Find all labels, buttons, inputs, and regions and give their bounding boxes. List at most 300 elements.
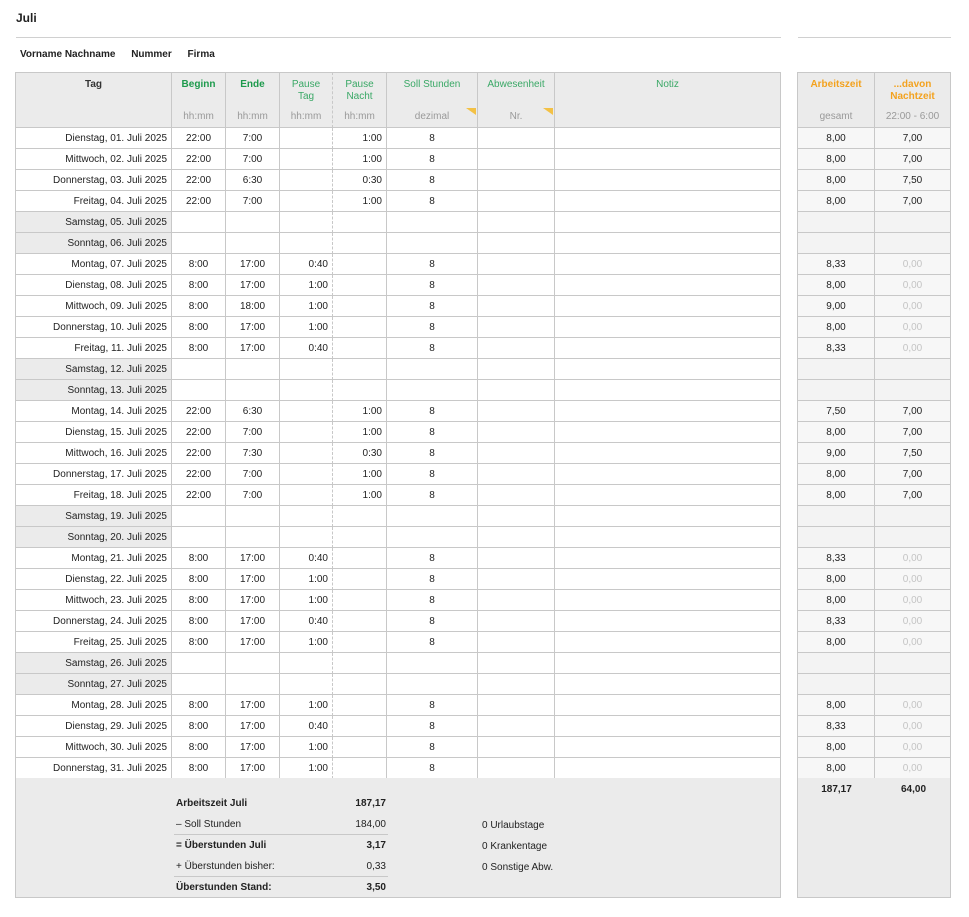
cell-ende[interactable]: 17:00	[226, 317, 280, 338]
cell-abwesenheit[interactable]	[478, 338, 555, 359]
cell-arbeitszeit	[797, 506, 875, 527]
summary-bisher	[174, 856, 388, 877]
cell-tag[interactable]: Samstag, 05. Juli 2025	[15, 212, 172, 233]
cell-pause-tag[interactable]	[280, 464, 333, 485]
cell-abwesenheit[interactable]	[478, 275, 555, 296]
cell-pause-nacht[interactable]	[333, 695, 387, 716]
cell-notiz[interactable]	[555, 527, 781, 548]
cell-tag[interactable]: Donnerstag, 03. Juli 2025	[15, 170, 172, 191]
cell-abwesenheit[interactable]	[478, 527, 555, 548]
cell-beginn[interactable]: 22:00	[172, 170, 226, 191]
cell-beginn[interactable]	[172, 233, 226, 254]
summary-ueberstunden	[174, 835, 388, 856]
cell-abwesenheit[interactable]	[478, 170, 555, 191]
cell-pause-tag[interactable]	[280, 380, 333, 401]
cell-soll[interactable]: 8	[387, 338, 478, 359]
cell-nachtzeit: 0,00	[875, 632, 951, 653]
cell-nachtzeit: 0,00	[875, 695, 951, 716]
cell-soll[interactable]: 8	[387, 737, 478, 758]
cell-tag[interactable]: Freitag, 11. Juli 2025	[15, 338, 172, 359]
cell-notiz[interactable]	[555, 548, 781, 569]
cell-notiz[interactable]	[555, 338, 781, 359]
cell-ende[interactable]: 17:00	[226, 695, 280, 716]
cell-tag[interactable]: Montag, 21. Juli 2025	[15, 548, 172, 569]
cell-beginn[interactable]: 8:00	[172, 338, 226, 359]
summary-value: 3,17	[366, 840, 386, 851]
cell-abwesenheit[interactable]	[478, 233, 555, 254]
cell-nachtzeit	[875, 212, 951, 233]
cell-beginn[interactable]	[172, 359, 226, 380]
cell-pause-nacht[interactable]	[333, 338, 387, 359]
cell-pause-tag[interactable]: 0:40	[280, 338, 333, 359]
cell-pause-nacht[interactable]	[333, 254, 387, 275]
cell-tag[interactable]: Montag, 14. Juli 2025	[15, 401, 172, 422]
cell-pause-tag[interactable]	[280, 212, 333, 233]
cell-pause-nacht[interactable]: 1:00	[333, 485, 387, 506]
header-arbeitszeit-label: Arbeitszeit	[810, 79, 862, 90]
cell-ende[interactable]: 17:00	[226, 254, 280, 275]
cell-beginn[interactable]: 8:00	[172, 548, 226, 569]
cell-arbeitszeit: 8,00	[797, 737, 875, 758]
cell-tag[interactable]: Donnerstag, 10. Juli 2025	[15, 317, 172, 338]
cell-pause-nacht[interactable]	[333, 233, 387, 254]
cell-abwesenheit[interactable]	[478, 359, 555, 380]
cell-ende[interactable]	[226, 359, 280, 380]
cell-abwesenheit[interactable]	[478, 464, 555, 485]
cell-arbeitszeit: 8,00	[797, 191, 875, 212]
cell-pause-nacht[interactable]	[333, 527, 387, 548]
cell-tag[interactable]: Samstag, 19. Juli 2025	[15, 506, 172, 527]
cell-ende[interactable]	[226, 674, 280, 695]
cell-soll[interactable]: 8	[387, 569, 478, 590]
cell-ende[interactable]: 17:00	[226, 569, 280, 590]
cell-notiz[interactable]	[555, 464, 781, 485]
summary-label: Überstunden Stand:	[176, 882, 272, 893]
cell-soll[interactable]	[387, 380, 478, 401]
cell-tag[interactable]: Dienstag, 15. Juli 2025	[15, 422, 172, 443]
cell-tag[interactable]: Samstag, 26. Juli 2025	[15, 653, 172, 674]
cell-pause-tag[interactable]: 0:40	[280, 548, 333, 569]
cell-soll[interactable]: 8	[387, 191, 478, 212]
cell-tag[interactable]: Sonntag, 06. Juli 2025	[15, 233, 172, 254]
cell-soll[interactable]: 8	[387, 296, 478, 317]
page-title: Juli	[16, 11, 37, 25]
cell-pause-tag[interactable]: 1:00	[280, 317, 333, 338]
cell-abwesenheit[interactable]	[478, 422, 555, 443]
header-tag	[15, 72, 172, 128]
header-abw-label: Abwesenheit	[487, 79, 545, 90]
cell-ende[interactable]	[226, 653, 280, 674]
summary-arbeitszeit	[174, 793, 388, 814]
cell-abwesenheit[interactable]	[478, 506, 555, 527]
cell-abwesenheit[interactable]	[478, 611, 555, 632]
cell-pause-nacht[interactable]	[333, 737, 387, 758]
cell-pause-nacht[interactable]: 1:00	[333, 401, 387, 422]
cell-pause-nacht[interactable]: 1:00	[333, 149, 387, 170]
cell-soll[interactable]	[387, 653, 478, 674]
cell-soll[interactable]: 8	[387, 422, 478, 443]
cell-pause-tag[interactable]: 1:00	[280, 632, 333, 653]
cell-beginn[interactable]: 8:00	[172, 632, 226, 653]
cell-nachtzeit: 0,00	[875, 254, 951, 275]
cell-notiz[interactable]	[555, 233, 781, 254]
cell-beginn[interactable]: 22:00	[172, 191, 226, 212]
cell-tag[interactable]: Dienstag, 08. Juli 2025	[15, 275, 172, 296]
cell-ende[interactable]: 17:00	[226, 737, 280, 758]
cell-pause-nacht[interactable]	[333, 275, 387, 296]
cell-notiz[interactable]	[555, 716, 781, 737]
cell-ende[interactable]: 18:00	[226, 296, 280, 317]
cell-abwesenheit[interactable]	[478, 758, 555, 779]
cell-nachtzeit: 7,00	[875, 191, 951, 212]
cell-pause-nacht[interactable]	[333, 548, 387, 569]
cell-pause-tag[interactable]	[280, 149, 333, 170]
cell-notiz[interactable]	[555, 485, 781, 506]
cell-arbeitszeit: 8,00	[797, 128, 875, 149]
cell-pause-tag[interactable]	[280, 653, 333, 674]
cell-pause-nacht[interactable]	[333, 674, 387, 695]
cell-beginn[interactable]	[172, 212, 226, 233]
cell-soll[interactable]: 8	[387, 401, 478, 422]
cell-arbeitszeit: 8,00	[797, 485, 875, 506]
header-nachtzeit-unit: 22:00 - 6:00	[885, 111, 940, 122]
cell-ende[interactable]	[226, 506, 280, 527]
comment-marker-icon[interactable]	[543, 108, 553, 115]
cell-soll[interactable]	[387, 674, 478, 695]
cell-pause-nacht[interactable]: 1:00	[333, 422, 387, 443]
cell-ende[interactable]: 17:00	[226, 275, 280, 296]
cell-notiz[interactable]	[555, 275, 781, 296]
person-company: Firma	[187, 49, 215, 60]
cell-tag[interactable]: Montag, 28. Juli 2025	[15, 695, 172, 716]
cell-pause-tag[interactable]: 1:00	[280, 695, 333, 716]
cell-pause-nacht[interactable]	[333, 632, 387, 653]
summary-panel	[15, 778, 781, 898]
cell-tag[interactable]: Dienstag, 22. Juli 2025	[15, 569, 172, 590]
cell-ende[interactable]: 17:00	[226, 632, 280, 653]
cell-tag[interactable]: Freitag, 25. Juli 2025	[15, 632, 172, 653]
cell-tag[interactable]: Freitag, 18. Juli 2025	[15, 485, 172, 506]
cell-notiz[interactable]	[555, 401, 781, 422]
cell-abwesenheit[interactable]	[478, 590, 555, 611]
urlaubstage: 0 Urlaubstage	[482, 820, 545, 831]
cell-abwesenheit[interactable]	[478, 212, 555, 233]
cell-pause-tag[interactable]	[280, 506, 333, 527]
cell-pause-nacht[interactable]	[333, 380, 387, 401]
summary-label: + Überstunden bisher:	[176, 860, 275, 872]
cell-beginn[interactable]: 8:00	[172, 716, 226, 737]
cell-pause-tag[interactable]	[280, 485, 333, 506]
cell-soll[interactable]: 8	[387, 716, 478, 737]
cell-pause-tag[interactable]	[280, 422, 333, 443]
cell-pause-tag[interactable]: 1:00	[280, 590, 333, 611]
cell-soll[interactable]: 8	[387, 590, 478, 611]
cell-soll[interactable]	[387, 212, 478, 233]
cell-ende[interactable]: 7:00	[226, 464, 280, 485]
header-notiz-label: Notiz	[656, 79, 679, 90]
cell-abwesenheit[interactable]	[478, 401, 555, 422]
cell-arbeitszeit: 8,33	[797, 548, 875, 569]
cell-abwesenheit[interactable]	[478, 191, 555, 212]
cell-tag[interactable]: Mittwoch, 16. Juli 2025	[15, 443, 172, 464]
cell-ende[interactable]: 6:30	[226, 170, 280, 191]
cell-abwesenheit[interactable]	[478, 128, 555, 149]
cell-pause-tag[interactable]	[280, 170, 333, 191]
header-ende	[226, 72, 280, 128]
cell-notiz[interactable]	[555, 212, 781, 233]
cell-tag[interactable]: Donnerstag, 31. Juli 2025	[15, 758, 172, 779]
cell-pause-tag[interactable]	[280, 233, 333, 254]
cell-soll[interactable]	[387, 233, 478, 254]
cell-abwesenheit[interactable]	[478, 149, 555, 170]
cell-tag[interactable]: Donnerstag, 17. Juli 2025	[15, 464, 172, 485]
cell-abwesenheit[interactable]	[478, 632, 555, 653]
cell-beginn[interactable]: 8:00	[172, 275, 226, 296]
cell-arbeitszeit: 8,00	[797, 758, 875, 779]
cell-pause-tag[interactable]: 1:00	[280, 296, 333, 317]
summary-totals	[797, 778, 951, 898]
cell-beginn[interactable]: 22:00	[172, 401, 226, 422]
cell-soll[interactable]: 8	[387, 611, 478, 632]
cell-soll[interactable]: 8	[387, 254, 478, 275]
cell-pause-nacht[interactable]	[333, 317, 387, 338]
cell-soll[interactable]: 8	[387, 758, 478, 779]
cell-notiz[interactable]	[555, 359, 781, 380]
cell-pause-nacht[interactable]	[333, 569, 387, 590]
cell-notiz[interactable]	[555, 254, 781, 275]
cell-tag[interactable]: Dienstag, 01. Juli 2025	[15, 128, 172, 149]
cell-nachtzeit: 7,00	[875, 128, 951, 149]
cell-soll[interactable]: 8	[387, 464, 478, 485]
cell-ende[interactable]: 7:00	[226, 191, 280, 212]
cell-ende[interactable]: 7:00	[226, 149, 280, 170]
cell-abwesenheit[interactable]	[478, 254, 555, 275]
cell-ende[interactable]: 17:00	[226, 611, 280, 632]
cell-tag[interactable]: Mittwoch, 30. Juli 2025	[15, 737, 172, 758]
cell-pause-nacht[interactable]	[333, 359, 387, 380]
cell-pause-nacht[interactable]	[333, 716, 387, 737]
cell-notiz[interactable]	[555, 653, 781, 674]
cell-tag[interactable]: Dienstag, 29. Juli 2025	[15, 716, 172, 737]
cell-soll[interactable]: 8	[387, 275, 478, 296]
cell-beginn[interactable]: 22:00	[172, 485, 226, 506]
cell-arbeitszeit	[797, 212, 875, 233]
cell-notiz[interactable]	[555, 695, 781, 716]
cell-ende[interactable]: 7:00	[226, 485, 280, 506]
cell-beginn[interactable]: 22:00	[172, 443, 226, 464]
cell-ende[interactable]: 7:00	[226, 128, 280, 149]
cell-ende[interactable]: 17:00	[226, 548, 280, 569]
cell-tag[interactable]: Mittwoch, 09. Juli 2025	[15, 296, 172, 317]
cell-beginn[interactable]: 22:00	[172, 422, 226, 443]
cell-ende[interactable]: 17:00	[226, 716, 280, 737]
cell-pause-nacht[interactable]	[333, 296, 387, 317]
cell-pause-nacht[interactable]	[333, 212, 387, 233]
cell-soll[interactable]: 8	[387, 317, 478, 338]
cell-pause-tag[interactable]: 0:40	[280, 716, 333, 737]
cell-beginn[interactable]: 8:00	[172, 569, 226, 590]
cell-soll[interactable]: 8	[387, 632, 478, 653]
cell-tag[interactable]: Sonntag, 13. Juli 2025	[15, 380, 172, 401]
cell-notiz[interactable]	[555, 443, 781, 464]
cell-notiz[interactable]	[555, 590, 781, 611]
cell-abwesenheit[interactable]	[478, 548, 555, 569]
cell-arbeitszeit: 9,00	[797, 443, 875, 464]
cell-nachtzeit	[875, 527, 951, 548]
cell-pause-nacht[interactable]: 0:30	[333, 443, 387, 464]
cell-pause-tag[interactable]: 1:00	[280, 737, 333, 758]
cell-beginn[interactable]	[172, 653, 226, 674]
cell-notiz[interactable]	[555, 737, 781, 758]
sonstige-abwesenheit: 0 Sonstige Abw.	[482, 862, 554, 873]
cell-beginn[interactable]: 8:00	[172, 611, 226, 632]
comment-marker-icon[interactable]	[466, 108, 476, 115]
cell-nachtzeit: 0,00	[875, 611, 951, 632]
cell-tag[interactable]: Sonntag, 20. Juli 2025	[15, 527, 172, 548]
cell-pause-tag[interactable]	[280, 401, 333, 422]
header-pause-tag-label: Pause Tag	[291, 79, 321, 102]
cell-pause-nacht[interactable]	[333, 590, 387, 611]
cell-ende[interactable]: 17:00	[226, 338, 280, 359]
cell-pause-tag[interactable]	[280, 443, 333, 464]
cell-tag[interactable]: Mittwoch, 23. Juli 2025	[15, 590, 172, 611]
cell-ende[interactable]	[226, 233, 280, 254]
cell-ende[interactable]: 7:00	[226, 422, 280, 443]
cell-ende[interactable]: 7:30	[226, 443, 280, 464]
cell-soll[interactable]: 8	[387, 485, 478, 506]
cell-soll[interactable]	[387, 527, 478, 548]
cell-nachtzeit	[875, 674, 951, 695]
cell-soll[interactable]	[387, 506, 478, 527]
cell-notiz[interactable]	[555, 149, 781, 170]
cell-pause-nacht[interactable]: 1:00	[333, 191, 387, 212]
cell-ende[interactable]	[226, 527, 280, 548]
cell-tag[interactable]: Freitag, 04. Juli 2025	[15, 191, 172, 212]
cell-pause-nacht[interactable]: 0:30	[333, 170, 387, 191]
cell-nachtzeit	[875, 506, 951, 527]
cell-notiz[interactable]	[555, 422, 781, 443]
cell-beginn[interactable]: 22:00	[172, 149, 226, 170]
cell-beginn[interactable]	[172, 380, 226, 401]
cell-pause-tag[interactable]	[280, 674, 333, 695]
cell-pause-tag[interactable]: 0:40	[280, 611, 333, 632]
cell-beginn[interactable]: 8:00	[172, 758, 226, 779]
cell-abwesenheit[interactable]	[478, 716, 555, 737]
cell-soll[interactable]: 8	[387, 128, 478, 149]
cell-pause-tag[interactable]	[280, 527, 333, 548]
cell-tag[interactable]: Sonntag, 27. Juli 2025	[15, 674, 172, 695]
cell-abwesenheit[interactable]	[478, 485, 555, 506]
cell-pause-nacht[interactable]	[333, 506, 387, 527]
header-soll-unit: dezimal	[414, 111, 450, 122]
cell-nachtzeit: 0,00	[875, 569, 951, 590]
cell-beginn[interactable]: 22:00	[172, 464, 226, 485]
cell-ende[interactable]	[226, 380, 280, 401]
cell-notiz[interactable]	[555, 128, 781, 149]
cell-pause-tag[interactable]	[280, 359, 333, 380]
cell-soll[interactable]: 8	[387, 443, 478, 464]
cell-notiz[interactable]	[555, 611, 781, 632]
cell-abwesenheit[interactable]	[478, 653, 555, 674]
cell-abwesenheit[interactable]	[478, 695, 555, 716]
cell-tag[interactable]: Donnerstag, 24. Juli 2025	[15, 611, 172, 632]
cell-notiz[interactable]	[555, 170, 781, 191]
cell-tag[interactable]: Samstag, 12. Juli 2025	[15, 359, 172, 380]
cell-beginn[interactable]: 8:00	[172, 590, 226, 611]
cell-notiz[interactable]	[555, 569, 781, 590]
cell-ende[interactable]: 17:00	[226, 758, 280, 779]
cell-soll[interactable]: 8	[387, 548, 478, 569]
cell-nachtzeit: 0,00	[875, 590, 951, 611]
cell-beginn[interactable]	[172, 506, 226, 527]
cell-notiz[interactable]	[555, 296, 781, 317]
cell-abwesenheit[interactable]	[478, 443, 555, 464]
cell-pause-tag[interactable]: 0:40	[280, 254, 333, 275]
cell-tag[interactable]: Montag, 07. Juli 2025	[15, 254, 172, 275]
cell-ende[interactable]: 17:00	[226, 590, 280, 611]
cell-abwesenheit[interactable]	[478, 296, 555, 317]
cell-abwesenheit[interactable]	[478, 317, 555, 338]
header-pause-tag-unit: hh:mm	[290, 111, 322, 122]
cell-beginn[interactable]: 8:00	[172, 317, 226, 338]
cell-arbeitszeit	[797, 674, 875, 695]
cell-beginn[interactable]: 8:00	[172, 296, 226, 317]
cell-nachtzeit: 0,00	[875, 338, 951, 359]
cell-ende[interactable]	[226, 212, 280, 233]
cell-nachtzeit: 7,00	[875, 149, 951, 170]
cell-beginn[interactable]	[172, 674, 226, 695]
cell-pause-nacht[interactable]	[333, 653, 387, 674]
cell-pause-tag[interactable]: 1:00	[280, 569, 333, 590]
cell-pause-tag[interactable]	[280, 128, 333, 149]
cell-notiz[interactable]	[555, 758, 781, 779]
person-number: Nummer	[131, 49, 172, 60]
cell-beginn[interactable]: 8:00	[172, 737, 226, 758]
cell-soll[interactable]: 8	[387, 170, 478, 191]
cell-pause-tag[interactable]: 1:00	[280, 758, 333, 779]
cell-ende[interactable]: 6:30	[226, 401, 280, 422]
cell-pause-nacht[interactable]	[333, 611, 387, 632]
cell-notiz[interactable]	[555, 191, 781, 212]
cell-abwesenheit[interactable]	[478, 380, 555, 401]
cell-notiz[interactable]	[555, 317, 781, 338]
cell-pause-nacht[interactable]: 1:00	[333, 464, 387, 485]
cell-beginn[interactable]: 8:00	[172, 695, 226, 716]
cell-arbeitszeit: 8,00	[797, 464, 875, 485]
cell-beginn[interactable]: 8:00	[172, 254, 226, 275]
cell-arbeitszeit: 8,00	[797, 317, 875, 338]
cell-tag[interactable]: Mittwoch, 02. Juli 2025	[15, 149, 172, 170]
cell-soll[interactable]: 8	[387, 695, 478, 716]
cell-soll[interactable]	[387, 359, 478, 380]
cell-notiz[interactable]	[555, 380, 781, 401]
cell-abwesenheit[interactable]	[478, 737, 555, 758]
cell-beginn[interactable]	[172, 527, 226, 548]
cell-beginn[interactable]: 22:00	[172, 128, 226, 149]
cell-pause-nacht[interactable]	[333, 758, 387, 779]
cell-pause-nacht[interactable]: 1:00	[333, 128, 387, 149]
cell-pause-tag[interactable]	[280, 191, 333, 212]
cell-notiz[interactable]	[555, 674, 781, 695]
cell-pause-tag[interactable]: 1:00	[280, 275, 333, 296]
cell-nachtzeit	[875, 233, 951, 254]
cell-soll[interactable]: 8	[387, 149, 478, 170]
cell-abwesenheit[interactable]	[478, 569, 555, 590]
cell-abwesenheit[interactable]	[478, 674, 555, 695]
divider	[16, 37, 781, 38]
cell-notiz[interactable]	[555, 506, 781, 527]
cell-notiz[interactable]	[555, 632, 781, 653]
